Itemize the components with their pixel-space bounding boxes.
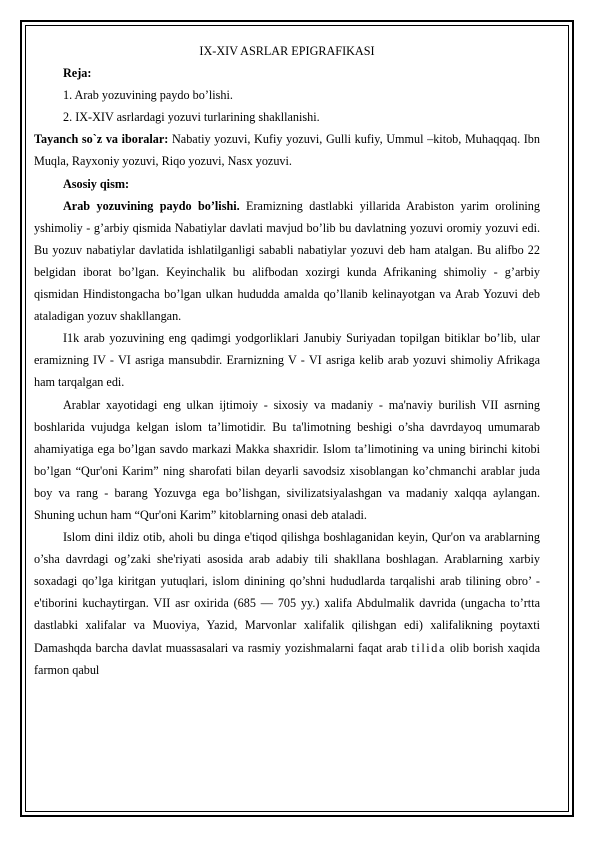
paragraph-1-lead: Arab yozuvining paydo bo’lishi. [63, 198, 240, 213]
keywords-text: Nabatiy yozuvi, Kufiy yozuvi, Gulli kufiy, Ummul –kitob, Muhaqqaq. Ibn Muqla, Rayxoniy yozuvi, Riqo yozuvi, Nasx yozuvi. [34, 132, 540, 169]
document-title: IX-XIV ASRLAR EPIGRAFIKASI [199, 44, 375, 58]
paragraph-2: I1k arab yozuvining eng qadimgi yodgorliklari Janubiy Suriyadan topilgan bitiklar bo’lib, ular eramizning IV - VI asriga mansubdir. Erarnizning V - VI asriga kelib arab yozuvi shimoliy Afrikaga ham tarqalgan edi. [34, 331, 540, 390]
plan-heading: Reja: [63, 66, 92, 81]
paragraph-4 [34, 526, 540, 681]
document-body [34, 40, 540, 681]
plan-item-2: 2. IX-XIV asrlardagi yozuvi turlarining shakllanishi. [63, 110, 320, 125]
plan-item-1: 1. Arab yozuvining paydo bo’lishi. [63, 88, 233, 103]
keywords-label: Tayanch so`z va iboralar: [34, 132, 169, 147]
paragraph-1 [34, 195, 540, 328]
paragraph-4-text: Islom dini ildiz otib, aholi bu dinga e'tiqod qilishga boshlaganidan keyin, Qur'on va arablarning o’sha davrdagi og’zaki she'riyati asosida arab adabiy tili shakllana boshlagan. Arablarning xarbiy soxadagi qo’lga kiritgan yutuqlari, islom dinining qo’shni hududlarda tarqalishi arab tilining obro’ - e'tiborini kuchaytirgan. VII asr oxirida (685 — 705 yy.) xalifa Abdulmalik davrida (ungacha to’rtta dastlabki xalifalar va Muoviya, Yazid, Marvonlar xalifalik qilishgan edi) xalifalikning poytaxti Damashqda barcha davlat muassasalari va rasmiy yozishmalarni faqat arab [34, 530, 540, 655]
main-heading: Asosiy qism: [63, 176, 130, 191]
paragraph-4-spaced-word: tilida [411, 640, 446, 655]
keywords-paragraph [34, 128, 540, 172]
paragraph-4-tail: olib borish xaqida farmon qabul [34, 640, 540, 677]
paragraph-3: Arablar xayotidagi eng ulkan ijtimoiy - sixosiy va madaniy - ma'naviy burilish VII asrning boshlarida vujudga kelgan islom ta’limotidir. Bu ta'limotning beshigi o’sha davrdayoq umumarab ahamiyatiga ega bo’lgan savdo markazi Makka shaxridir. Islom ta’limotining va uning birinchi kitobi bo’lgan “Qur'oni Karim” ning sharofati bilan deyarli savodsiz xisoblangan ko’chmanchi arablar juda boy va rang - barang Yozuvga ega bo’lishgan, sivilizatsiyalashgan va madaniy xalqqa aylangan. Shuning uchun ham “Qur'oni Karim” kitoblarning onasi deb ataladi. [34, 397, 540, 522]
paragraph-1-text: Eramizning dastlabki yillarida Arabiston yarim orolining yshimoliy - g’arbiy qismida Nabatiylar davlati mavjud bo’lib bu davlatning yozuvi oromiy yozuvi edi. Bu yozuv nabatiylar davlatida ishlatilganligi sababli nabatiylar yozuvi deb ham atalgan. Bu alifbo 22 belgidan iborat bo’lgan. Keyinchalik bu alifbodan xozirgi kunda Afrikaning shimoliy - g’arbiy qismidan Hindistongacha bo’lgan ulkan hududda amalda qo’llanib kelinayotgan va Arab Yozuvi deb ataladigan yozuv shakllangan. [34, 198, 540, 324]
